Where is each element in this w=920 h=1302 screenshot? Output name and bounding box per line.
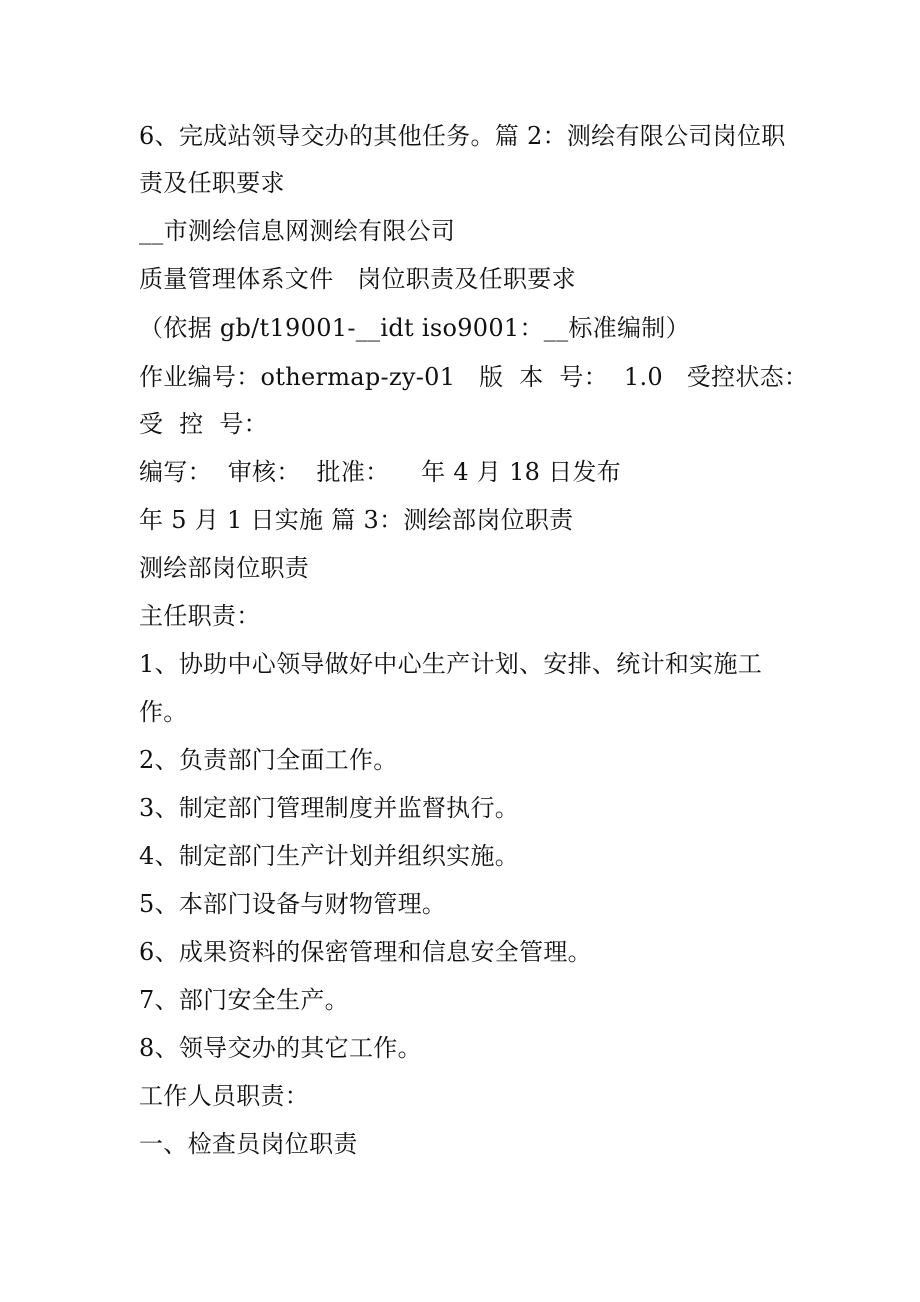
text-line: （依据 gb/t19001-__idt iso9001：__标准编制） [139, 314, 690, 342]
text-line: 主任职责： [139, 602, 261, 630]
text-line: 4、制定部门生产计划并组织实施。 [139, 842, 520, 870]
text-line: 5、本部门设备与财物管理。 [139, 890, 447, 918]
text-line: 6、成果资料的保密管理和信息安全管理。 [139, 938, 592, 966]
text-line: 责及任职要求 [139, 169, 285, 197]
text-line: 一、检查员岗位职责 [139, 1130, 358, 1158]
text-line: 作业编号：othermap-zy-01 版 本 号： 1.0 受控状态： [139, 363, 809, 391]
text-line: 受 控 号： [139, 410, 268, 438]
text-line: __市测绘信息网测绘有限公司 [139, 217, 456, 245]
text-line: 作。 [139, 698, 188, 726]
text-line: 质量管理体系文件 岗位职责及任职要求 [139, 265, 576, 293]
text-line: 工作人员职责： [139, 1082, 310, 1110]
text-line: 年 5 月 1 日实施 篇 3：测绘部岗位职责 [139, 506, 574, 534]
text-line: 8、领导交办的其它工作。 [139, 1034, 422, 1062]
text-line: 2、负责部门全面工作。 [139, 746, 398, 774]
text-line: 3、制定部门管理制度并监督执行。 [139, 794, 520, 822]
text-line: 测绘部岗位职责 [139, 554, 310, 582]
text-line: 1、协助中心领导做好中心生产计划、安排、统计和实施工 [139, 650, 763, 678]
text-line: 6、完成站领导交办的其他任务。篇 2：测绘有限公司岗位职 [139, 122, 786, 150]
text-line: 编写： 审核： 批准： 年 4 月 18 日发布 [139, 458, 622, 486]
text-line: 7、部门安全生产。 [139, 986, 349, 1014]
